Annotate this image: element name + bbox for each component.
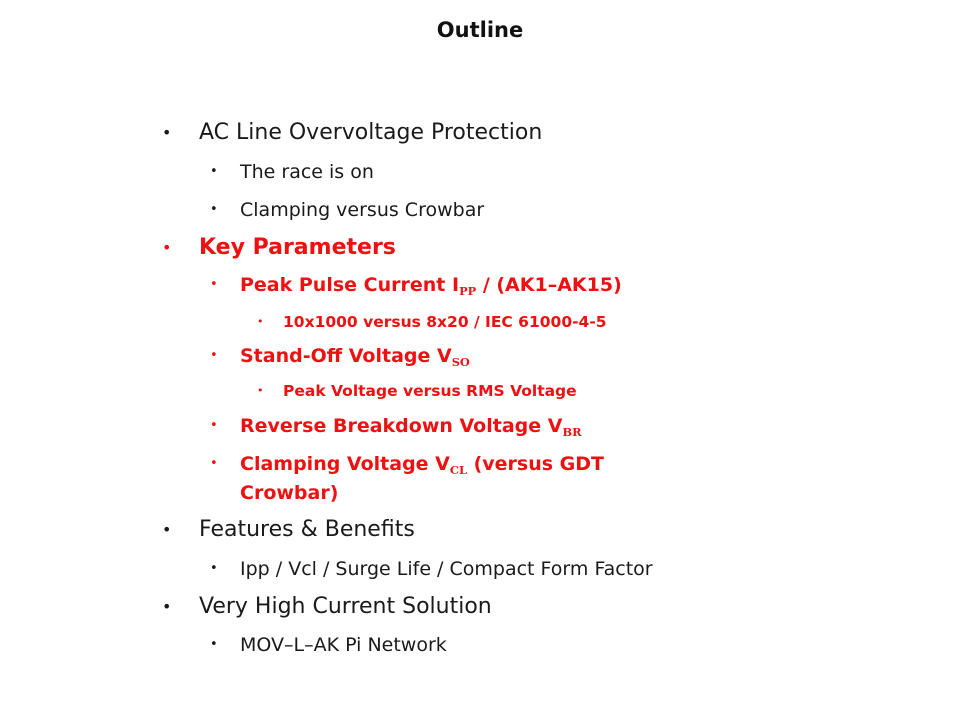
bullet-icon: • (210, 277, 218, 292)
outline-item-label: Very High Current Solution (199, 594, 492, 619)
outline-item-label: Ipp / Vcl / Surge Life / Compact Form Factor (240, 558, 653, 580)
outline-item-waveforms (257, 312, 607, 332)
bullet-icon: • (210, 561, 218, 576)
subscript-vbr: BR (562, 424, 582, 439)
subscript-vso: SO (451, 354, 470, 369)
outline-item-label: Key Parameters (199, 235, 396, 260)
outline-item-label: Stand-Off Voltage V (240, 345, 452, 367)
outline-item-ac-line (162, 120, 543, 146)
outline-item-clamping-voltage-continued (240, 481, 338, 505)
outline-item-reverse-breakdown (210, 414, 582, 439)
outline-item-label: Crowbar) (240, 482, 339, 504)
outline-item-race (210, 160, 374, 184)
bullet-icon: • (257, 384, 264, 397)
bullet-icon: • (162, 597, 172, 616)
outline-item-label-suffix: (versus GDT (466, 453, 604, 475)
bullet-icon: • (210, 456, 218, 471)
outline-item-clamping-vs-crowbar (210, 198, 485, 222)
subscript-ipp: PP (459, 283, 477, 298)
bullet-icon: • (257, 315, 264, 328)
outline-item-key-parameters (162, 235, 396, 261)
outline-item-label-suffix: / (AK1–AK15) (476, 274, 622, 296)
outline-item-clamping-voltage (210, 452, 604, 477)
bullet-icon: • (162, 123, 172, 142)
bullet-icon: • (210, 348, 218, 363)
slide-title: Outline (436, 18, 524, 42)
bullet-icon: • (210, 637, 218, 652)
outline-item-label: Clamping versus Crowbar (240, 199, 485, 221)
outline-item-label: MOV–L–AK Pi Network (240, 634, 447, 656)
outline-item-features-detail (210, 557, 653, 581)
outline-item-label: Peak Voltage versus RMS Voltage (283, 382, 577, 400)
outline-item-label: Reverse Breakdown Voltage V (240, 415, 563, 437)
outline-item-label: Features & Benefits (199, 517, 415, 542)
bullet-icon: • (210, 164, 218, 179)
outline-item-label: Peak Pulse Current I (240, 274, 460, 296)
bullet-icon: • (162, 238, 172, 257)
outline-item-high-current (162, 594, 492, 620)
outline-item-pi-network (210, 633, 447, 657)
outline-item-label: The race is on (240, 161, 374, 183)
outline-item-label: AC Line Overvoltage Protection (199, 120, 543, 145)
outline-item-standoff-voltage (210, 344, 470, 369)
outline-item-label: 10x1000 versus 8x20 / IEC 61000-4-5 (283, 313, 607, 331)
subscript-vcl: CL (449, 462, 467, 477)
outline-item-label: Clamping Voltage V (240, 453, 450, 475)
outline-item-features-benefits (162, 517, 415, 543)
bullet-icon: • (210, 202, 218, 217)
bullet-icon: • (210, 418, 218, 433)
outline-item-peak-vs-rms (257, 381, 577, 401)
bullet-icon: • (162, 520, 172, 539)
outline-item-peak-pulse-current (210, 273, 622, 298)
